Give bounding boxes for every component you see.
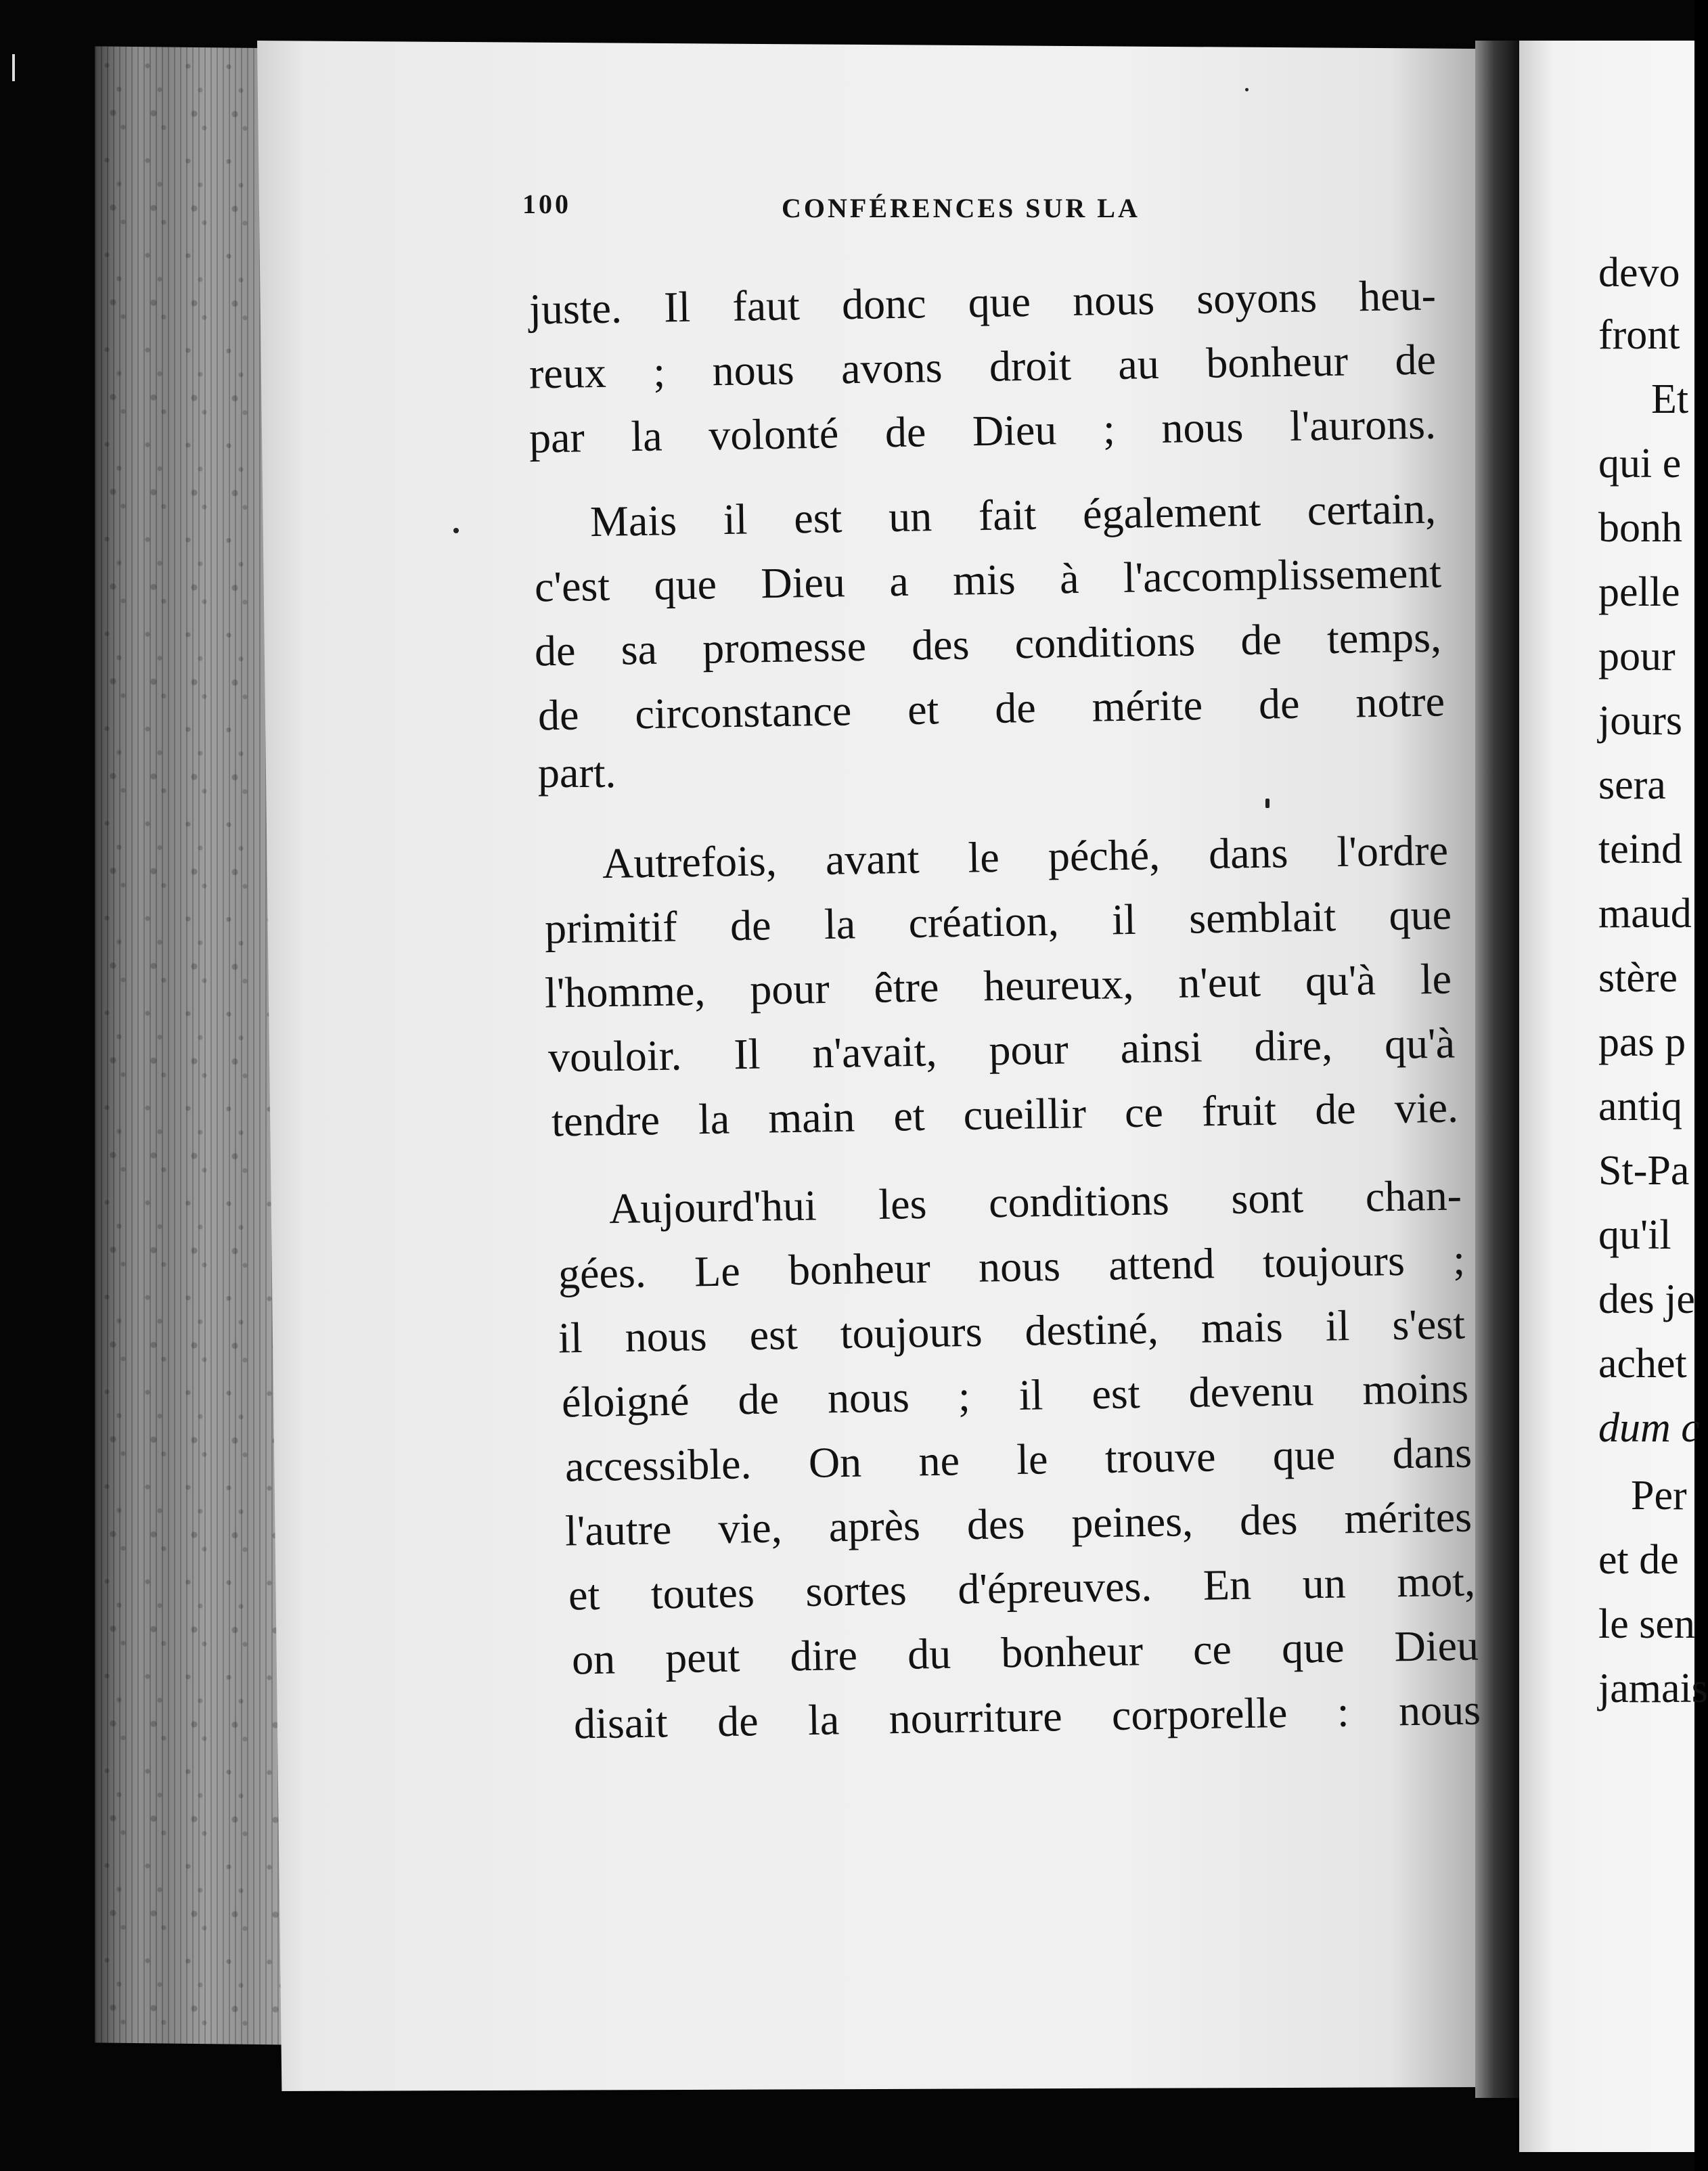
right-line: le sen <box>1598 1601 1695 1647</box>
right-line: antiq <box>1598 1083 1682 1129</box>
right-line: bonh <box>1598 505 1682 551</box>
dust-speck <box>1265 799 1269 808</box>
body-line: accessible. On ne le trouve que dans <box>564 1428 1473 1491</box>
body-line: éloigné de nous ; il est devenu moins <box>561 1364 1469 1427</box>
body-line: il nous est toujours destiné, mais il s'est <box>558 1299 1466 1362</box>
body-line: et toutes sortes d'épreuves. En un mot, <box>568 1557 1476 1619</box>
body-line: gées. Le bonheur nous attend toujours ; <box>558 1235 1466 1298</box>
body-line: Aujourd'hui les conditions sont chan- <box>608 1171 1462 1233</box>
right-line: front <box>1598 312 1680 358</box>
right-line: maud <box>1598 891 1692 937</box>
right-line: pelle <box>1598 569 1680 615</box>
body-line: part. <box>538 748 616 797</box>
right-line: pour <box>1598 633 1676 679</box>
right-line: devo <box>1598 250 1680 296</box>
right-line: teind <box>1598 826 1682 872</box>
body-line: vouloir. Il n'avait, pour ainsi dire, qu'à <box>547 1019 1456 1081</box>
body-line: par la volonté de Dieu ; nous l'aurons. <box>529 399 1437 462</box>
body-line: reux ; nous avons droit au bonheur de <box>529 335 1437 398</box>
body-line: primitif de la création, il semblait que <box>544 890 1452 953</box>
body-line: tendre la main et cueillir ce fruit de vie. <box>551 1083 1459 1146</box>
scan-edge-mark <box>12 54 15 81</box>
running-head: CONFÉRENCES SUR LA <box>782 193 1140 223</box>
page-number: 100 <box>522 189 571 219</box>
dust-speck <box>1245 88 1249 91</box>
body-line: Mais il est un fait également certain, <box>589 484 1437 546</box>
body-line: on peut dire du bonheur ce que Dieu <box>571 1621 1479 1684</box>
right-line: sera <box>1598 762 1666 808</box>
right-line: jours <box>1598 698 1682 744</box>
right-line: qui e <box>1598 441 1682 487</box>
body-line: c'est que Dieu a mis à l'accomplissement <box>534 548 1442 611</box>
right-line: Et <box>1651 376 1689 422</box>
body-line: l'homme, pour être heureux, n'eut qu'à le <box>544 954 1452 1017</box>
body-line: l'autre vie, après des peines, des mérites <box>564 1492 1473 1555</box>
right-line: des je <box>1598 1276 1695 1322</box>
right-line: et de <box>1598 1537 1679 1583</box>
book-gutter <box>1475 41 1523 2098</box>
body-line: disait de la nourriture corporelle : nous <box>573 1685 1481 1748</box>
body-line: de sa promesse des conditions de temps, <box>534 612 1442 675</box>
body-line: juste. Il faut donc que nous soyons heu- <box>529 271 1437 334</box>
right-line: St-Pa <box>1598 1148 1690 1194</box>
dust-speck <box>453 528 459 533</box>
right-line: pas p <box>1598 1019 1686 1065</box>
right-line: qu'il <box>1598 1212 1671 1258</box>
body-line: Autrefois, avant le péché, dans l'ordre <box>602 826 1449 888</box>
right-line: Per <box>1631 1473 1687 1519</box>
body-line: de circonstance et de mérite de notre <box>537 677 1445 740</box>
right-line: dum c <box>1598 1405 1700 1451</box>
right-line: achet <box>1598 1341 1687 1387</box>
right-line: jamais <box>1598 1665 1708 1711</box>
right-line: stère <box>1598 955 1678 1001</box>
